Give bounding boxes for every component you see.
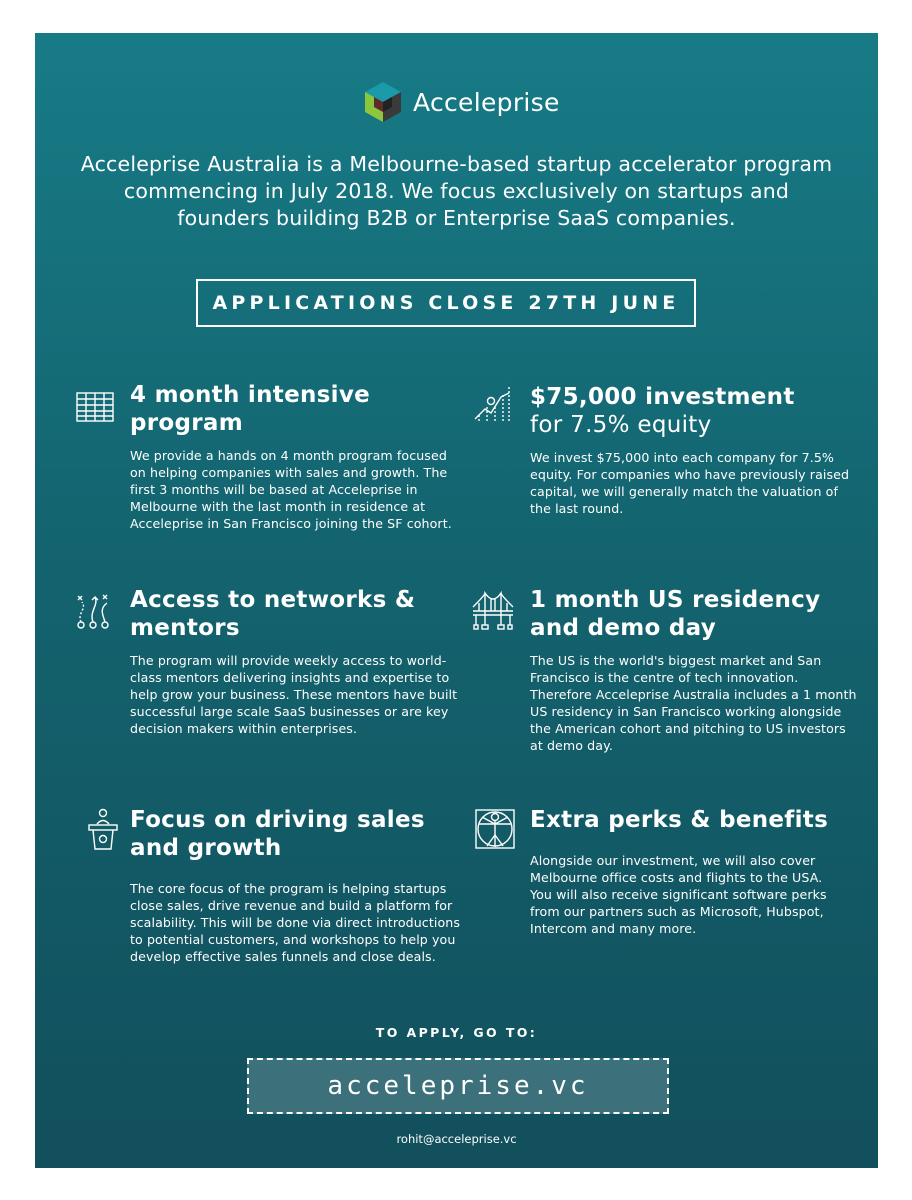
bridge-icon bbox=[471, 589, 515, 633]
feature-investment bbox=[530, 383, 860, 517]
applications-close-banner: APPLICATIONS CLOSE 27TH JUNE bbox=[196, 279, 696, 327]
feature-title: 4 month intensive program bbox=[130, 382, 371, 436]
feature-body: We invest $75,000 into each company for 7.5% equity. For companies who have previously raised capital, we will generally match the valuation of the last round. bbox=[530, 450, 850, 516]
acceleprise-logo-icon bbox=[361, 80, 405, 124]
strategy-play-icon bbox=[73, 589, 117, 633]
feature-body: We provide a hands on 4 month program focused on helping companies with sales and growth. The first 3 months will be based at Acceleprise in Melbourne with the last month in residence at Acceleprise in San Francisco joining the SF cohort. bbox=[130, 448, 452, 531]
feature-body: The US is the world's biggest market and San Francisco is the centre of tech innovation. Therefore Acceleprise Australia includes a 1 month US residency in San Francisco working alongside the American cohort and pitching to US investors at demo day. bbox=[530, 653, 857, 753]
brand-logo[interactable] bbox=[361, 77, 560, 127]
intro-text: Acceleprise Australia is a Melbourne-based startup accelerator program commencing in July 2018. We focus exclusively on startups and founders building B2B or Enterprise SaaS companies. bbox=[80, 152, 833, 230]
feature-title: $75,000 investment bbox=[530, 384, 795, 410]
feature-us-residency bbox=[530, 586, 860, 754]
feature-body: The core focus of the program is helping startups close sales, drive revenue and build a platform for scalability. This will be done via direct introductions to potential customers, and workshops to help you develop effective sales funnels and close deals. bbox=[130, 881, 461, 964]
feature-subtitle: for 7.5% equity bbox=[530, 412, 712, 438]
podium-speaker-icon bbox=[81, 807, 125, 851]
vitruvian-man-icon bbox=[473, 807, 517, 851]
feature-perks-benefits bbox=[530, 806, 860, 937]
feature-title: Extra perks & benefits bbox=[530, 807, 829, 833]
feature-body: The program will provide weekly access to world-class mentors delivering insights and expertise to help grow your business. These mentors have built successful large scale SaaS businesses or are key decision makers within enterprises. bbox=[130, 653, 458, 736]
poster bbox=[35, 33, 878, 1168]
feature-networks-mentors bbox=[130, 586, 460, 737]
growth-chart-icon bbox=[471, 383, 515, 427]
feature-title: Focus on driving sales and growth bbox=[130, 807, 425, 861]
feature-title: Access to networks & mentors bbox=[130, 587, 416, 641]
feature-title: 1 month US residency and demo day bbox=[530, 587, 821, 641]
contact-email-link[interactable]: rohit@acceleprise.vc bbox=[396, 1132, 517, 1146]
feature-body: Alongside our investment, we will also cover Melbourne office costs and flights to the USA. You will also receive significant software perks from our partners such as Microsoft, Hubspot, Intercom and many more. bbox=[530, 853, 827, 936]
feature-sales-growth bbox=[130, 806, 460, 965]
calendar-grid-icon bbox=[73, 385, 117, 429]
feature-intensive-program bbox=[130, 381, 460, 532]
apply-url-link[interactable]: acceleprise.vc bbox=[247, 1058, 669, 1114]
apply-label: TO APPLY, GO TO: bbox=[375, 1025, 538, 1040]
brand-name: Acceleprise bbox=[413, 87, 560, 117]
